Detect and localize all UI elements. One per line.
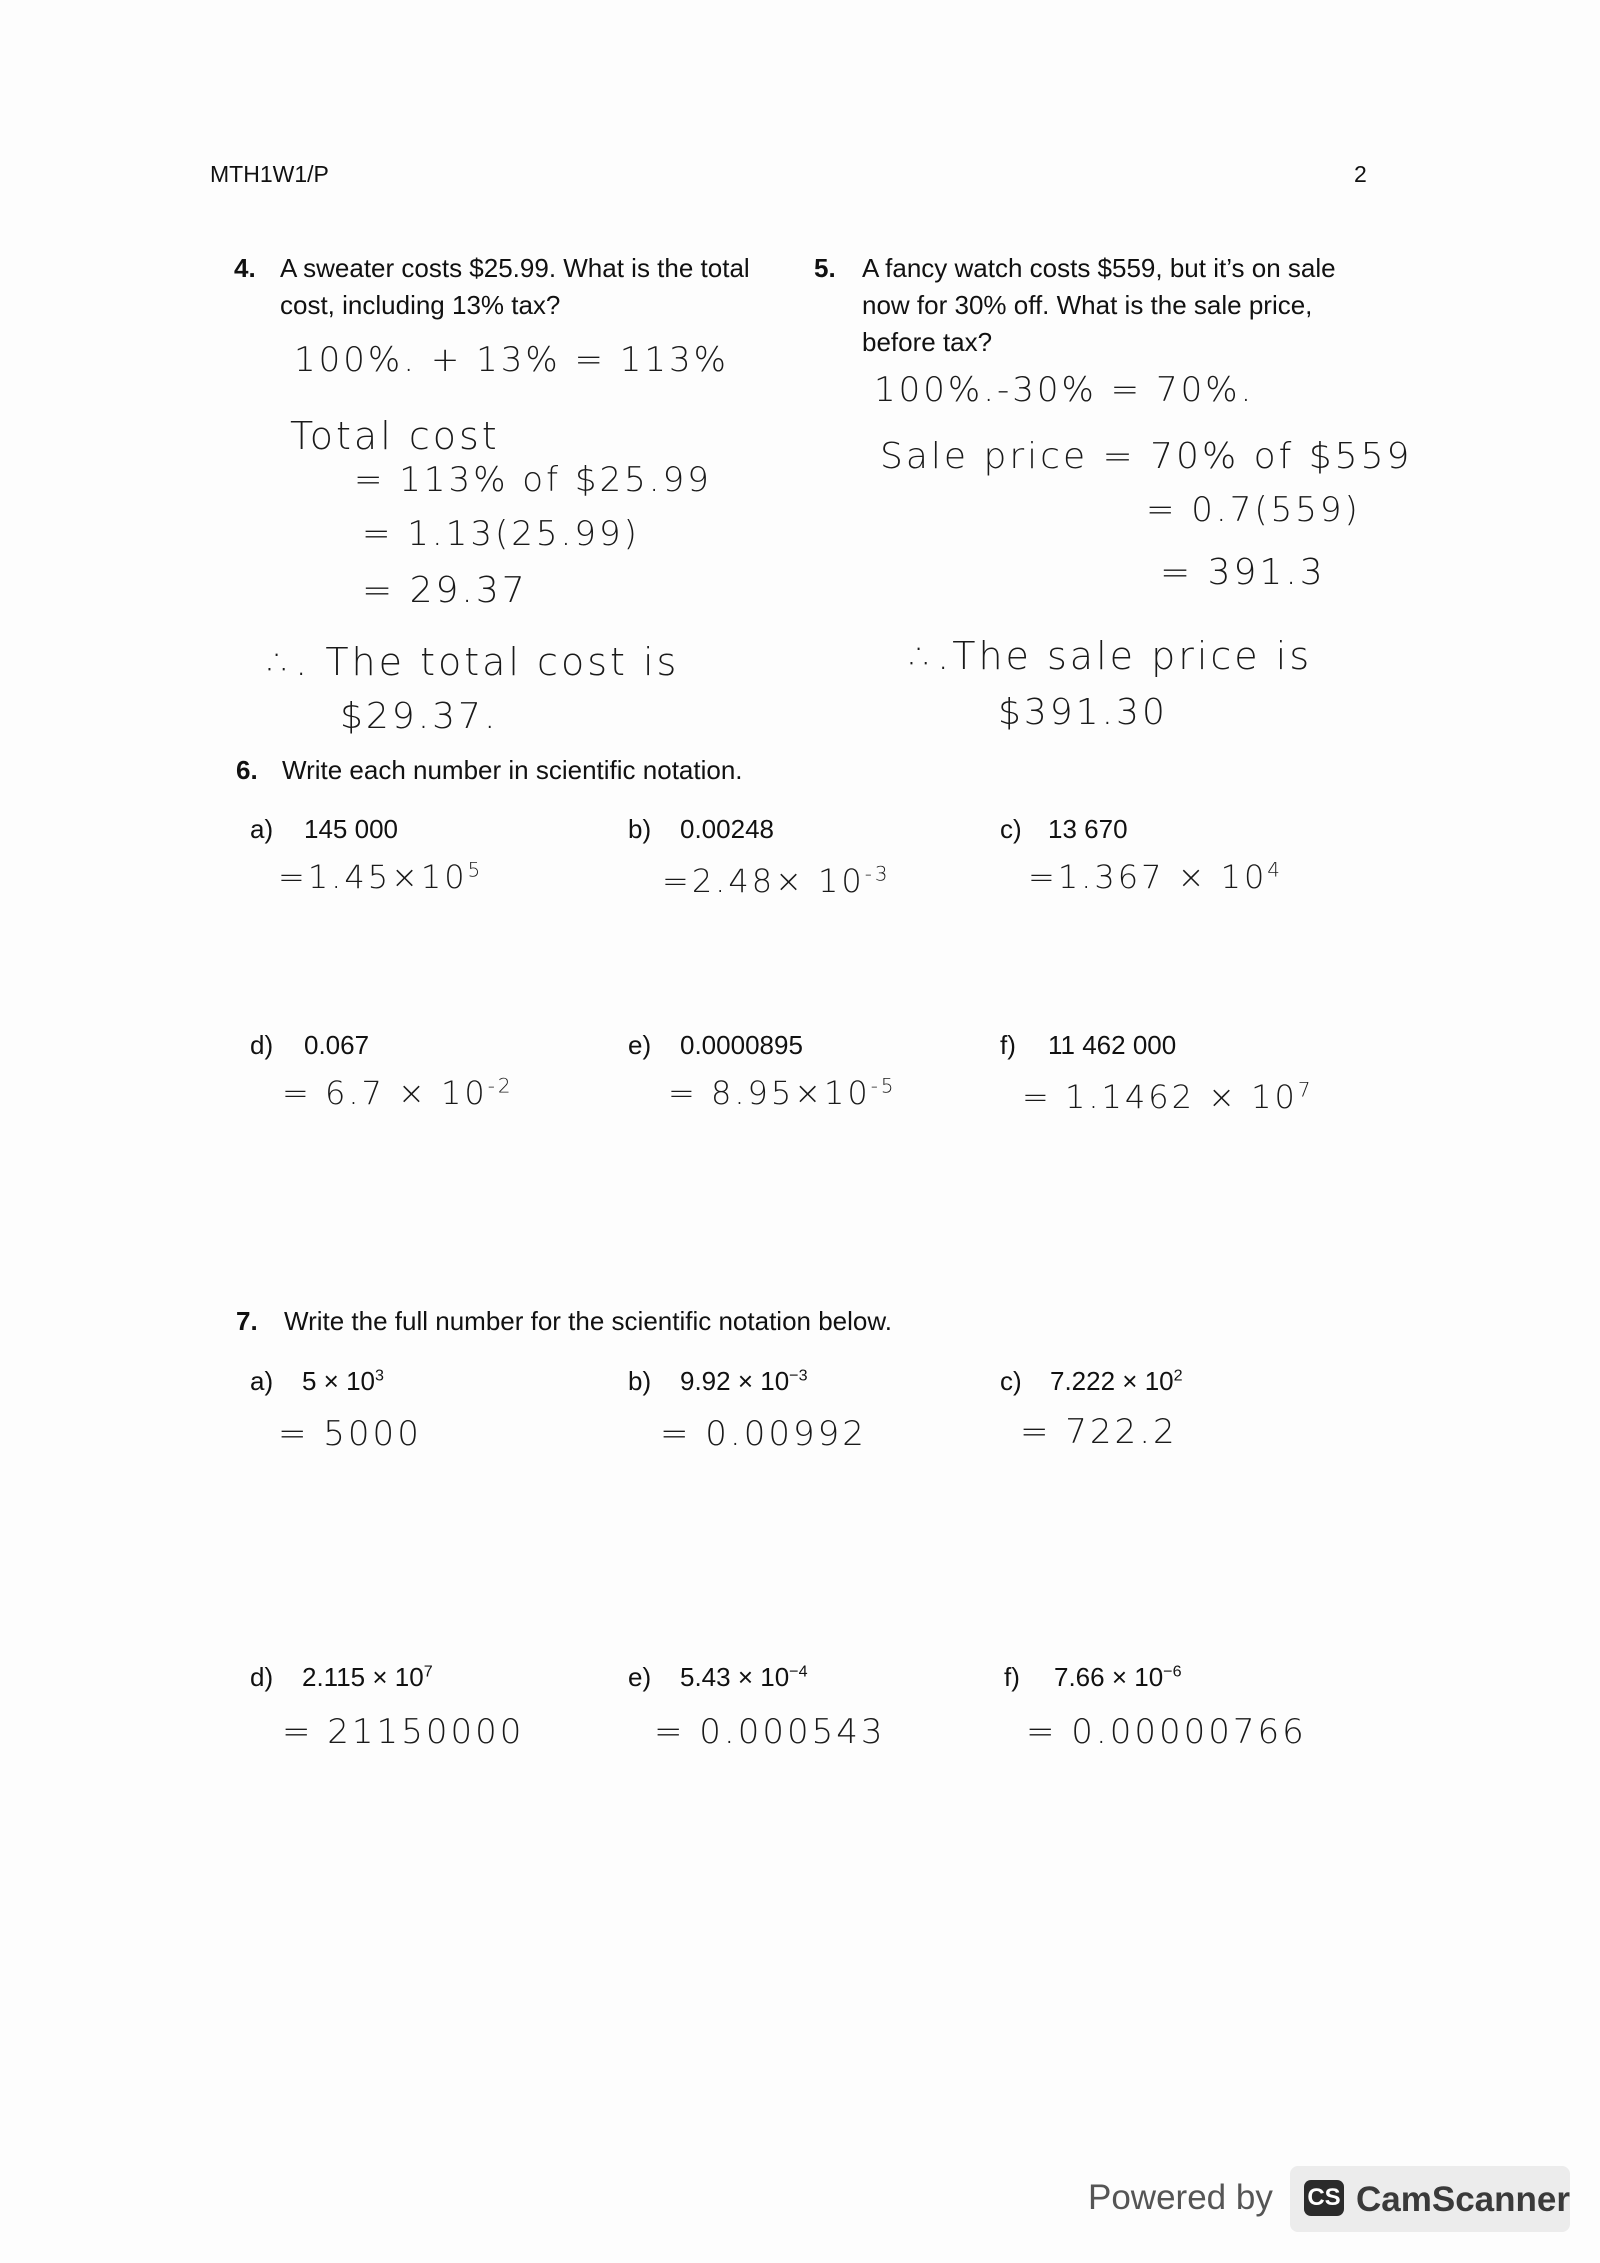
item-label: f) [1004, 1662, 1020, 1692]
item-label: b) [628, 1366, 652, 1396]
item-value: $2.115 \times 10^7$ [302, 1662, 433, 1692]
handwritten-answer: 100%. + 13% = 113% [294, 340, 729, 380]
handwritten-answer: = 0.7(559) [1146, 490, 1361, 530]
handwritten-answer: = 722.2 [1020, 1412, 1178, 1452]
handwritten-answer: = 1.13(25.99) [362, 514, 640, 554]
item-label: f) [1000, 1030, 1016, 1060]
item-value: $7.66 \times 10^{-6}$ [1054, 1662, 1182, 1692]
item-value: $9.92 \times 10^{-3}$ [680, 1366, 808, 1396]
handwritten-answer: Sale price = 70% of $559 [880, 436, 1413, 477]
handwritten-answer: = 0.00992 [660, 1414, 867, 1454]
handwritten-answer: $=2.48\times 10^{-3}$ [662, 862, 891, 900]
question-title: Write the full number for the scientific notation below. [284, 1306, 892, 1336]
handwritten-answer: ∴.The sale price is [910, 634, 1313, 678]
item-value: $7.222 \times 10^2$ [1050, 1366, 1183, 1396]
item-label: c) [1000, 814, 1022, 844]
camscanner-logo-icon: CS [1304, 2180, 1344, 2216]
handwritten-answer: = 0.00000766 [1026, 1712, 1307, 1752]
item-value: 11 462 000 [1048, 1030, 1177, 1060]
item-label: a) [250, 1366, 274, 1396]
question-number: 5. [814, 253, 836, 283]
item-label: e) [628, 1030, 652, 1060]
handwritten-answer: = 21150000 [282, 1712, 525, 1752]
question-number: 4. [234, 253, 256, 283]
item-value: $5 \times 10^3$ [302, 1366, 384, 1396]
question-text-line: A fancy watch costs $559, but it’s on sale [862, 253, 1336, 283]
handwritten-answer: $29.37. [340, 696, 499, 737]
question-text-line: now for 30% off. What is the sale price, [862, 290, 1313, 320]
handwritten-answer: = 0.000543 [654, 1712, 886, 1752]
handwritten-answer: = 29.37 [362, 570, 528, 611]
item-label: d) [250, 1662, 274, 1692]
document-code: MTH1W1/P [210, 161, 329, 187]
page-number: 2 [1354, 161, 1367, 187]
watermark-brand: CamScanner [1356, 2180, 1570, 2219]
handwritten-answer: = $6.7 \times 10^{-2}$ [282, 1074, 514, 1112]
item-value: 0.00248 [680, 814, 774, 844]
watermark-powered-by: Powered by [1088, 2178, 1273, 2217]
item-label: c) [1000, 1366, 1022, 1396]
question-text-line: A sweater costs $25.99. What is the total [280, 253, 750, 283]
item-label: b) [628, 814, 652, 844]
question-number: 6. [236, 755, 258, 785]
item-value: 0.0000895 [680, 1030, 803, 1060]
item-value: $5.43 \times 10^{-4}$ [680, 1662, 808, 1692]
item-label: e) [628, 1662, 652, 1692]
handwritten-answer: = 113% of $25.99 [354, 460, 712, 500]
handwritten-answer: 100%.-30% = 70%. [874, 370, 1255, 410]
handwritten-answer: = $8.95\times 10^{-5}$ [668, 1074, 897, 1112]
item-value: 13 670 [1048, 814, 1128, 844]
handwritten-answer: $=1.367 \times 10^4$ [1028, 858, 1283, 896]
handwritten-answer: = $1.1462 \times 10^7$ [1022, 1078, 1314, 1116]
item-label: d) [250, 1030, 274, 1060]
question-text-line: before tax? [862, 327, 993, 357]
handwritten-answer: Total cost [290, 414, 500, 458]
item-label: a) [250, 814, 274, 844]
handwritten-answer: ∴. The total cost is [268, 640, 680, 684]
handwritten-answer: = 5000 [278, 1414, 422, 1454]
handwritten-answer: = 391.3 [1160, 552, 1326, 593]
item-value: 145 000 [304, 814, 398, 844]
question-text-line: cost, including 13% tax? [280, 290, 561, 320]
handwritten-answer: $391.30 [998, 692, 1168, 733]
question-number: 7. [236, 1306, 258, 1336]
item-value: 0.067 [304, 1030, 370, 1060]
question-title: Write each number in scientific notation. [282, 755, 743, 785]
handwritten-answer: $=1.45\times 10^5$ [278, 858, 484, 896]
